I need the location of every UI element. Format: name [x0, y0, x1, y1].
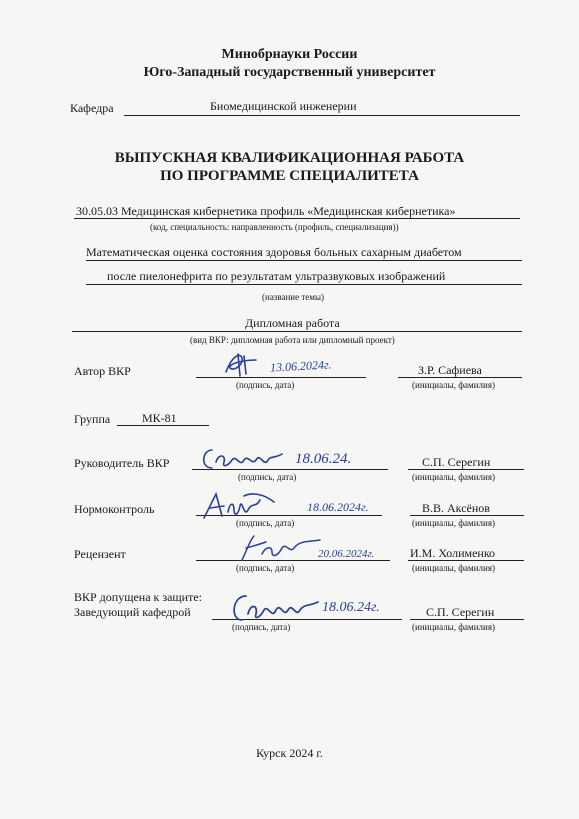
topic-line2: после пиелонефрита по результатам ультразвуковых изображений: [107, 269, 446, 283]
work-type-underline: [72, 331, 522, 332]
author-name: З.Р. Сафиева: [418, 363, 482, 377]
reviewer-signature: [238, 530, 324, 566]
author-sign-caption: (подпись, дата): [236, 380, 295, 390]
normcontrol-name-caption: (инициалы, фамилия): [412, 518, 495, 528]
normcontrol-signature: [200, 488, 280, 524]
work-title-line1: ВЫПУСКНАЯ КВАЛИФИКАЦИОННАЯ РАБОТА: [114, 150, 465, 166]
supervisor-sign-caption: (подпись, дата): [238, 472, 297, 482]
reviewer-name: И.М. Холименко: [410, 546, 496, 560]
author-sign-date: 13.06.2024г.: [269, 357, 332, 375]
supervisor-name: С.П. Серегин: [422, 455, 491, 469]
group-label: Группа: [74, 412, 111, 426]
supervisor-label: Руководитель ВКР: [74, 456, 170, 470]
head-name-caption: (инициалы, фамилия): [412, 622, 495, 632]
topic-caption: (название темы): [262, 292, 325, 302]
topic-line1: Математическая оценка состояния здоровья больных сахарным диабетом: [86, 245, 462, 259]
group-value: МК-81: [142, 411, 177, 425]
university-name: Юго-Западный государственный университет: [143, 65, 436, 80]
head-of-department-label: Заведующий кафедрой: [74, 605, 191, 619]
head-sign-caption: (подпись, дата): [232, 622, 291, 632]
normcontrol-label: Нормоконтроль: [74, 502, 155, 516]
normcontrol-sign-date: 18.06.2024г.: [307, 500, 369, 514]
department-value: Биомедицинской инженерии: [210, 99, 357, 113]
work-title-line2: ПО ПРОГРАММЕ СПЕЦИАЛИТЕТА: [160, 168, 419, 184]
reviewer-label: Рецензент: [74, 547, 126, 561]
specialty-underline: [74, 218, 520, 219]
author-label: Автор ВКР: [74, 364, 131, 378]
supervisor-sign-date: 18.06.24.: [295, 451, 352, 467]
specialty-value: 30.05.03 Медицинская кибернетика профиль «Медицинская кибернетика»: [76, 204, 456, 218]
head-signature: [226, 588, 322, 628]
normcontrol-name: В.В. Аксёнов: [422, 501, 490, 515]
head-name: С.П. Серегин: [426, 605, 495, 619]
reviewer-name-caption: (инициалы, фамилия): [412, 563, 495, 573]
ministry-name: Минобрнауки России: [221, 47, 358, 62]
reviewer-sign-date: 20.06.2024г.: [318, 548, 375, 560]
author-name-caption: (инициалы, фамилия): [412, 380, 495, 390]
admission-label: ВКР допущена к защите:: [74, 590, 202, 604]
supervisor-signature: [198, 440, 288, 474]
supervisor-name-caption: (инициалы, фамилия): [412, 472, 495, 482]
work-type-value: Дипломная работа: [245, 316, 340, 330]
specialty-caption: (код, специальность: направленность (профиль, специализация)): [150, 222, 399, 232]
author-signature: [222, 350, 262, 378]
city-year: Курск 2024 г.: [256, 746, 323, 760]
normcontrol-sign-caption: (подпись, дата): [236, 518, 295, 528]
head-sign-date: 18.06.24г.: [322, 600, 380, 615]
department-underline: [124, 115, 520, 116]
topic-underline-1: [86, 260, 522, 261]
topic-underline-2: [86, 284, 522, 285]
work-type-caption: (вид ВКР: дипломная работа или дипломный проект): [190, 335, 395, 345]
reviewer-sign-caption: (подпись, дата): [236, 563, 295, 573]
department-label: Кафедра: [70, 101, 114, 115]
